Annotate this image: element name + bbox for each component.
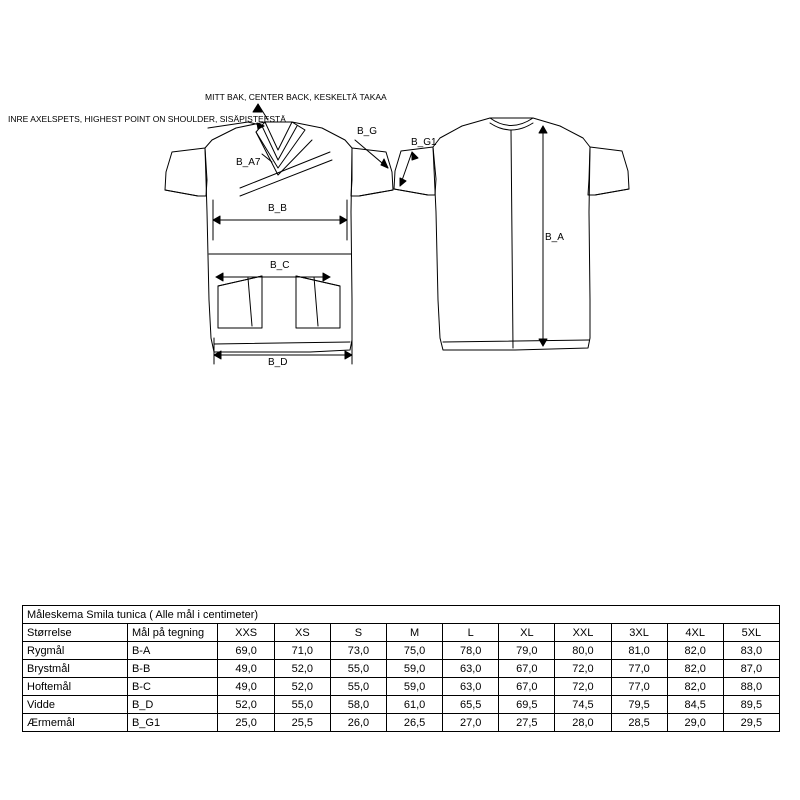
cell-value: 83,0 [723,642,779,660]
dim-arrow-b-a-top [539,126,547,133]
row-code: B-B [127,660,218,678]
cell-value: 58,0 [330,696,386,714]
back-left-sleeve [394,147,436,195]
header-xs: XS [274,624,330,642]
header-5xl: 5XL [723,624,779,642]
table-row [23,714,780,732]
cell-value: 82,0 [667,660,723,678]
cell-value: 55,0 [330,678,386,696]
header-l: L [443,624,499,642]
cell-value: 63,0 [443,678,499,696]
row-label: Rygmål [23,642,128,660]
cell-value: 29,5 [723,714,779,732]
dim-arrow-b-d-right [345,351,352,359]
header-xxl: XXL [555,624,611,642]
header-4xl: 4XL [667,624,723,642]
cell-value: 28,5 [611,714,667,732]
cell-value: 55,0 [330,660,386,678]
row-label: Brystmål [23,660,128,678]
cell-value: 27,5 [499,714,555,732]
cell-value: 59,0 [387,678,443,696]
back-hem-line [443,340,589,342]
cell-value: 25,0 [218,714,274,732]
cell-value: 28,0 [555,714,611,732]
dim-label-b-d: B_D [268,357,288,368]
cell-value: 69,0 [218,642,274,660]
measurement-table-wrapper [22,605,780,732]
cell-value: 27,0 [443,714,499,732]
header-drawing-code: Mål på tegning [127,624,218,642]
dim-arrow-b-a-bottom [539,339,547,346]
measurement-table [22,605,780,732]
dim-label-b-c: B_C [270,260,290,271]
callout-highest-point-shoulder: INRE AXELSPETS, HIGHEST POINT ON SHOULDER, SISÄPISTEESTÄ [8,114,286,124]
dim-arrow-b-c-left [216,273,223,281]
cell-value: 67,0 [499,678,555,696]
dim-arrow-b-g [381,159,388,168]
cell-value: 73,0 [330,642,386,660]
dim-label-b-a: B_A [545,232,564,243]
header-xxs: XXS [218,624,274,642]
dim-arrow-b-b-right [340,216,347,224]
cell-value: 88,0 [723,678,779,696]
header-xl: XL [499,624,555,642]
table-header-row [23,624,780,642]
row-code: B-C [127,678,218,696]
cell-value: 25,5 [274,714,330,732]
cell-value: 29,0 [667,714,723,732]
dim-arrow-b-g1 [400,178,406,186]
front-hem-line [214,342,350,344]
row-code: B_G1 [127,714,218,732]
header-m: M [387,624,443,642]
dim-label-b-b: B_B [268,203,287,214]
back-right-sleeve [588,147,629,195]
cell-value: 75,0 [387,642,443,660]
table-title: Måleskema Smila tunica ( Alle mål i centimeter) [23,606,780,624]
cell-value: 65,5 [443,696,499,714]
cell-value: 59,0 [387,660,443,678]
cell-value: 55,0 [274,696,330,714]
cell-value: 71,0 [274,642,330,660]
table-row [23,678,780,696]
cell-value: 80,0 [555,642,611,660]
front-right-sleeve-hem [359,190,393,196]
back-neckline [490,118,533,126]
dim-arrow-b-g1-top [412,152,418,160]
cell-value: 49,0 [218,660,274,678]
row-code: B-A [127,642,218,660]
callout-center-back: MITT BAK, CENTER BACK, KESKELTÄ TAKAA [205,92,387,102]
cell-value: 89,5 [723,696,779,714]
cell-value: 72,0 [555,678,611,696]
cell-value: 81,0 [611,642,667,660]
front-left-sleeve [165,148,207,196]
cell-value: 77,0 [611,678,667,696]
back-neckline-binding [490,123,533,130]
front-left-sleeve-hem [165,190,198,196]
cell-value: 78,0 [443,642,499,660]
row-label: Ærmemål [23,714,128,732]
header-3xl: 3XL [611,624,667,642]
back-right-sleeve-hem [595,189,629,195]
cell-value: 82,0 [667,642,723,660]
cell-value: 84,5 [667,696,723,714]
back-left-sleeve-hem [394,189,428,195]
dim-label-b-g1: B_G1 [411,137,437,148]
cell-value: 52,0 [218,696,274,714]
cell-value: 63,0 [443,660,499,678]
cell-value: 52,0 [274,660,330,678]
cell-value: 79,5 [611,696,667,714]
row-code: B_D [127,696,218,714]
front-left-pocket [218,276,262,328]
dim-arrow-b-c-right [323,273,330,281]
table-row [23,660,780,678]
cell-value: 49,0 [218,678,274,696]
front-right-pocket-divider [314,277,318,326]
table-row [23,642,780,660]
cell-value: 77,0 [611,660,667,678]
table-title-row [23,606,780,624]
front-right-sleeve [351,148,393,196]
front-left-pocket-divider [248,278,252,326]
dim-label-b-g: B_G [357,126,378,137]
front-neckline [265,122,292,150]
header-s: S [330,624,386,642]
row-label: Vidde [23,696,128,714]
header-size-name: Størrelse [23,624,128,642]
cell-value: 87,0 [723,660,779,678]
cell-value: 26,0 [330,714,386,732]
cell-value: 26,5 [387,714,443,732]
cell-value: 67,0 [499,660,555,678]
cell-value: 79,0 [499,642,555,660]
dim-label-b-a7: B_A7 [236,157,261,168]
cell-value: 72,0 [555,660,611,678]
dim-arrow-b-b-left [213,216,220,224]
cell-value: 52,0 [274,678,330,696]
cell-value: 82,0 [667,678,723,696]
row-label: Hoftemål [23,678,128,696]
front-body-outline [205,122,352,352]
table-row [23,696,780,714]
back-center-seam [511,130,513,348]
cell-value: 69,5 [499,696,555,714]
cell-value: 61,0 [387,696,443,714]
cell-value: 74,5 [555,696,611,714]
